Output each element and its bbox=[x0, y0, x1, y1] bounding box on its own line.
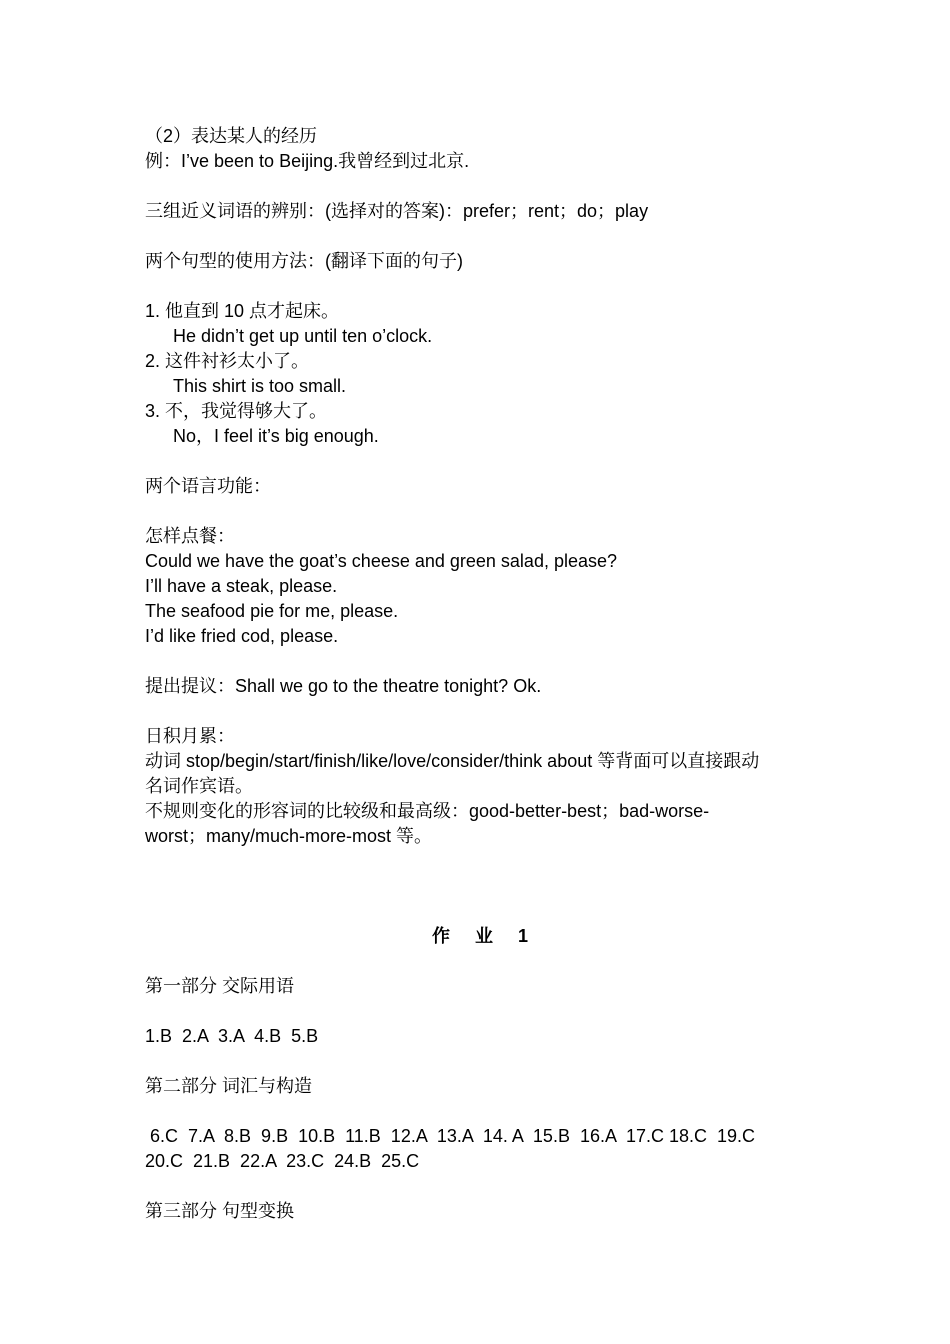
sentence-3-chinese: 3. 不，我觉得够大了。 bbox=[145, 401, 328, 421]
heading-experience: （2）表达某人的经历 bbox=[145, 126, 318, 146]
order-line-2: I’ll have a steak, please. bbox=[145, 576, 338, 596]
part-1-answers: 1.B 2.A 3.A 4.B 5.B bbox=[145, 1026, 319, 1046]
example-line: 例：I’ve been to Beijing.我曾经到过北京. bbox=[145, 151, 470, 171]
order-line-1: Could we have the goat’s cheese and green salad, please? bbox=[145, 551, 618, 571]
sentence-2-chinese: 2. 这件衬衫太小了。 bbox=[145, 351, 310, 371]
order-line-3: The seafood pie for me, please. bbox=[145, 601, 399, 621]
gerund-note-line-2: 名词作宾语。 bbox=[145, 776, 253, 796]
part-1-heading: 第一部分 交际用语 bbox=[145, 976, 295, 996]
part-2-heading: 第二部分 词汇与构造 bbox=[145, 1076, 313, 1096]
part-2-answers-line-1: 6.C 7.A 8.B 9.B 10.B 11.B 12.A 13.A 14. A 15.B 16.A 17.C 18.C 19.C bbox=[145, 1126, 756, 1146]
part-3-heading: 第三部分 句型变换 bbox=[145, 1201, 295, 1221]
homework-title: 作 业 1 bbox=[431, 926, 538, 946]
suggestion-line: 提出提议：Shall we go to the theatre tonight? Ok. bbox=[145, 676, 542, 696]
irregular-adj-line-1: 不规则变化的形容词的比较级和最高级：good-better-best；bad-worse- bbox=[145, 801, 710, 821]
order-line-4: I’d like fried cod, please. bbox=[145, 626, 339, 646]
irregular-adj-line-2: worst；many/much-more-most 等。 bbox=[145, 826, 433, 846]
gerund-note-line-1: 动词 stop/begin/start/finish/like/love/consider/think about 等背面可以直接跟动 bbox=[145, 751, 760, 771]
sentence-3-english: No，I feel it’s big enough. bbox=[173, 426, 379, 446]
sentence-2-english: This shirt is too small. bbox=[173, 376, 347, 396]
language-functions-heading: 两个语言功能： bbox=[145, 476, 271, 496]
sentence-1-chinese: 1. 他直到 10 点才起床。 bbox=[145, 301, 340, 321]
ordering-heading: 怎样点餐： bbox=[145, 526, 235, 546]
part-2-answers-line-2: 20.C 21.B 22.A 23.C 24.B 25.C bbox=[145, 1151, 420, 1171]
sentence-1-english: He didn’t get up until ten o’clock. bbox=[173, 326, 433, 346]
sentence-patterns-heading: 两个句型的使用方法：(翻译下面的句子) bbox=[145, 251, 463, 271]
synonym-line: 三组近义词语的辨别：(选择对的答案)：prefer；rent；do；play bbox=[145, 201, 649, 221]
accumulation-heading: 日积月累： bbox=[145, 726, 235, 746]
